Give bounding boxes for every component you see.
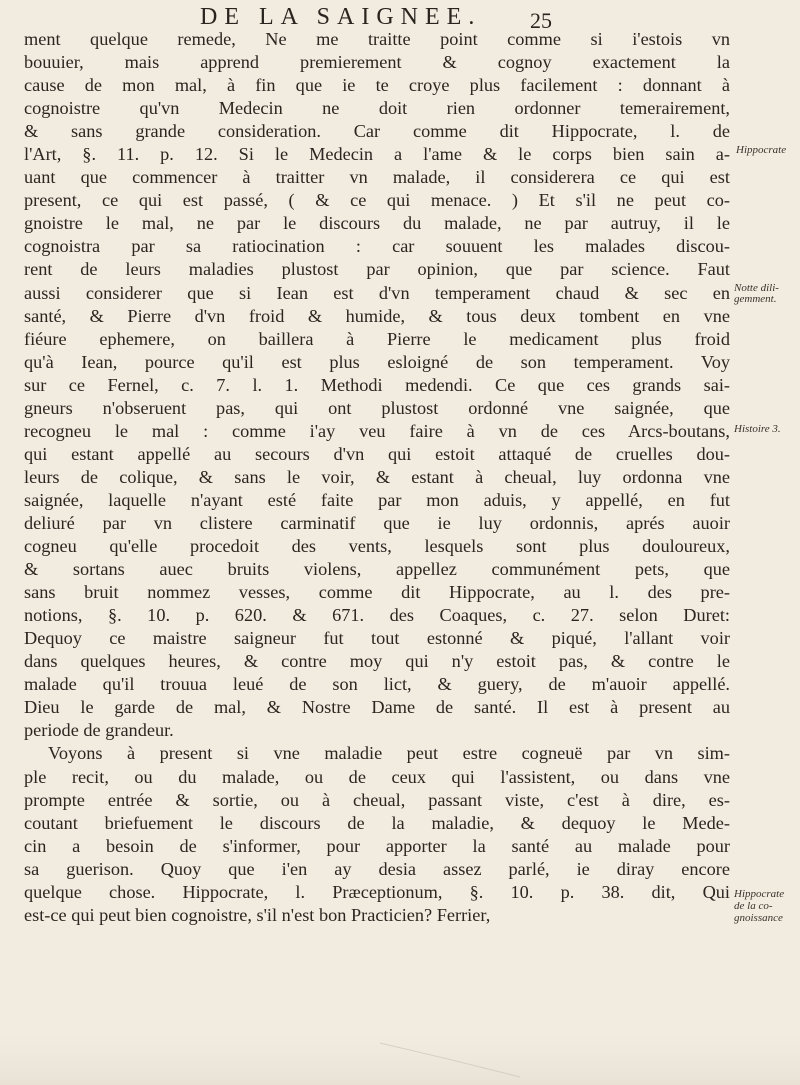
text-line: cause de mon mal, à fin que ie te croye plus facilement : donnant à [24, 75, 730, 96]
margin-note-histoire [734, 424, 781, 435]
text-line: quelque chose. Hippocrate, l. Præceptionum, §. 10. p. 38. dit, Qui [24, 881, 730, 902]
margin-note-line: Hippocrate [734, 888, 785, 900]
text-line: present, ce qui est passé, ( & ce qui menace. ) Et s'il ne peut co- [24, 190, 730, 211]
text-line: coutant briefuement le discours de la maladie, & dequoy le Mede- [24, 812, 730, 833]
text-line: Dequoy ce maistre saigneur fut tout estonné & piqué, l'allant voir [24, 628, 730, 649]
text-line: recogneu le mal : comme i'ay veu faire à vn de ces Arcs-boutans, [24, 420, 730, 441]
text-line: saignée, laquelle n'ayant esté faite par mon aduis, y appellé, en fut [24, 489, 730, 510]
text-line: rent de leurs maladies plustost par opinion, que par science. Faut [24, 259, 730, 280]
text-line: leurs de colique, & sans le voir, & estant à cheual, luy ordonna vne [24, 466, 730, 487]
margin-note-line: Histoire 3. [734, 423, 781, 435]
text-line: ment quelque remede, Ne me traitte point comme si i'estois vn [24, 29, 730, 49]
text-line: dans quelques heures, & contre moy qui n'y estoit pas, & contre le [24, 651, 730, 672]
text-line: ple recit, ou du malade, ou de ceux qui l'assistent, ou dans vne [24, 766, 730, 787]
text-line: l'Art, §. 11. p. 12. Si le Medecin a l'ame & le corps bien sain a- [24, 144, 730, 165]
text-line: Voyons à present si vne maladie peut estre cogneuë par vn sim- [48, 743, 730, 764]
text-line: deliuré par vn clistere carminatif que ie luy ordonnis, aprés auoir [24, 512, 730, 533]
page-fold-shadow [0, 1025, 800, 1085]
text-line: cin a besoin de s'informer, pour apporter la santé au malade pour [24, 835, 730, 856]
margin-note-hippocrate [736, 145, 786, 156]
text-line: cognoistre qu'vn Medecin ne doit rien ordonner temerairement, [24, 98, 730, 119]
text-line: gneurs n'obseruent pas, qui ont plustost ordonné vne saignée, que [24, 397, 730, 418]
text-line: malade qu'il trouua leué de son lict, & guery, de m'auoir appellé. [24, 674, 730, 695]
text-line: cogneu qu'elle procedoit des vents, lesquels sont plus douloureux, [24, 536, 730, 557]
margin-note-line: Notte dili- [734, 282, 779, 294]
body-text [24, 28, 730, 927]
text-line: aussi considerer que si Iean est d'vn temperament chaud & sec en [24, 282, 730, 303]
margin-note-notre-dili [734, 283, 779, 305]
margin-note-line: Hippocrate [736, 144, 787, 156]
text-line: uant que commencer à traitter vn malade, il considerera ce qui est [24, 167, 730, 188]
text-line: periode de grandeur. [24, 720, 174, 741]
text-line: sur ce Fernel, c. 7. l. 1. Methodi medendi. Ce que ces grands sai- [24, 374, 730, 395]
text-line: notions, §. 10. p. 620. & 671. des Coaques, c. 27. selon Duret: [24, 605, 730, 626]
page-number: 25 [530, 8, 552, 33]
text-line: prompte entrée & sortie, ou à cheual, passant viste, c'est à dire, es- [24, 789, 730, 810]
text-line: bouuier, mais apprend premierement & cognoy exactement la [24, 52, 730, 73]
margin-note-line: gemment. [734, 293, 777, 305]
text-line: gnoistre le mal, ne par le discours du malade, ne par autruy, il le [24, 213, 730, 234]
text-line: & sans grande consideration. Car comme dit Hippocrate, l. de [24, 121, 730, 142]
text-line: qui estant appellé au secours d'vn qui estoit attaqué de cruelles dou- [24, 443, 730, 464]
text-line: est-ce qui peut bien cognoistre, s'il n'est bon Practicien? Ferrier, [24, 904, 491, 925]
text-line: qu'à Iean, pource qu'il est plus esloigné de son temperament. Voy [24, 351, 730, 372]
text-line: & sortans auec bruits violens, appellez communément pets, que [24, 559, 730, 580]
margin-note-hippocrate-cognoissance [734, 888, 784, 924]
text-line: Dieu le garde de mal, & Nostre Dame de santé. Il est à present au [24, 697, 730, 718]
margin-note-line: gnoissance [734, 912, 783, 924]
text-line: sans bruit nommez vesses, comme dit Hippocrate, au l. des pre- [24, 582, 730, 603]
text-line: sa guerison. Quoy que i'en ay desia assez parlé, ie diray encore [24, 858, 730, 879]
text-line: fiéure ephemere, on baillera à Pierre le medicament plus froid [24, 328, 730, 349]
text-line: cognoistra par sa ratiocination : car souuent les malades discou- [24, 236, 730, 257]
margin-note-line: de la co- [734, 900, 773, 912]
running-title: DE LA SAIGNEE. [200, 4, 482, 30]
text-line: santé, & Pierre d'vn froid & humide, & tous deux tombent en vne [24, 305, 730, 326]
